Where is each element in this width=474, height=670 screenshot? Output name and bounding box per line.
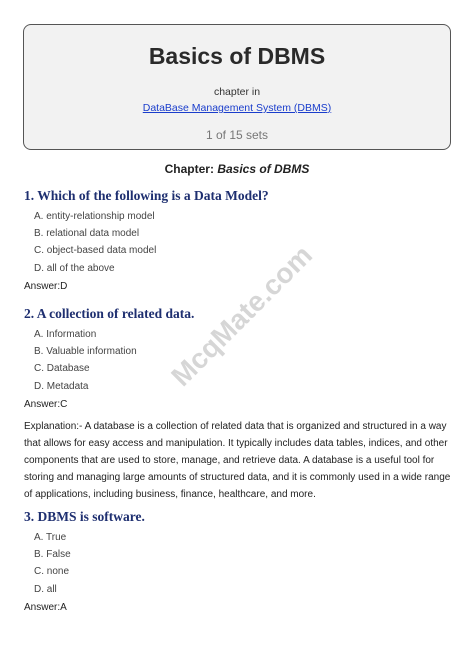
- question-title: 1. Which of the following is a Data Model?: [24, 188, 269, 203]
- answer: Answer:A: [24, 601, 67, 613]
- chapter-label: Chapter:: [164, 162, 214, 176]
- options-list: [34, 326, 454, 395]
- option: C. object-based data model: [34, 245, 157, 257]
- option: D. all of the above: [34, 262, 115, 274]
- header-box: [23, 24, 451, 150]
- sets-counter: 1 of 15 sets: [205, 128, 269, 142]
- chapter-in-label: chapter in: [213, 86, 261, 98]
- watermark: McqMate.com: [165, 239, 319, 393]
- question-title: 2. A collection of related data.: [24, 306, 195, 321]
- option: A. entity-relationship model: [34, 211, 155, 222]
- question-2: [24, 306, 454, 503]
- option: B. relational data model: [34, 228, 140, 240]
- option: D. all: [34, 583, 57, 595]
- chapter-name: Basics of DBMS: [217, 162, 310, 176]
- option: C. Database: [34, 363, 90, 375]
- page-title: Basics of DBMS: [148, 43, 326, 69]
- course-link[interactable]: DataBase Management System (DBMS): [142, 102, 332, 114]
- answer: Answer:C: [24, 398, 68, 410]
- explanation: Explanation:- A database is a collection of related data that is organized and structured in a way that allows for easy access and manipulation. It typically includes data tables, indices, and other components that are used to store, manage, and retrieve data. A database is a useful tool for storing and managing large amounts of structured data, and it is commonly used in a wide range of applications, including business, finance, healthcare, and more.: [24, 420, 451, 500]
- option: A. True: [34, 532, 67, 543]
- answer: Answer:D: [24, 280, 68, 292]
- option: B. False: [34, 549, 71, 561]
- option: A. Information: [34, 329, 97, 340]
- chapter-heading: [0, 162, 474, 176]
- option: C. none: [34, 566, 70, 578]
- option: B. Valuable information: [34, 346, 137, 358]
- options-list: [34, 208, 454, 277]
- question-1: [24, 188, 454, 292]
- question-3: [24, 509, 454, 613]
- option: D. Metadata: [34, 380, 89, 392]
- question-title: 3. DBMS is software.: [24, 509, 145, 524]
- options-list: [34, 529, 454, 598]
